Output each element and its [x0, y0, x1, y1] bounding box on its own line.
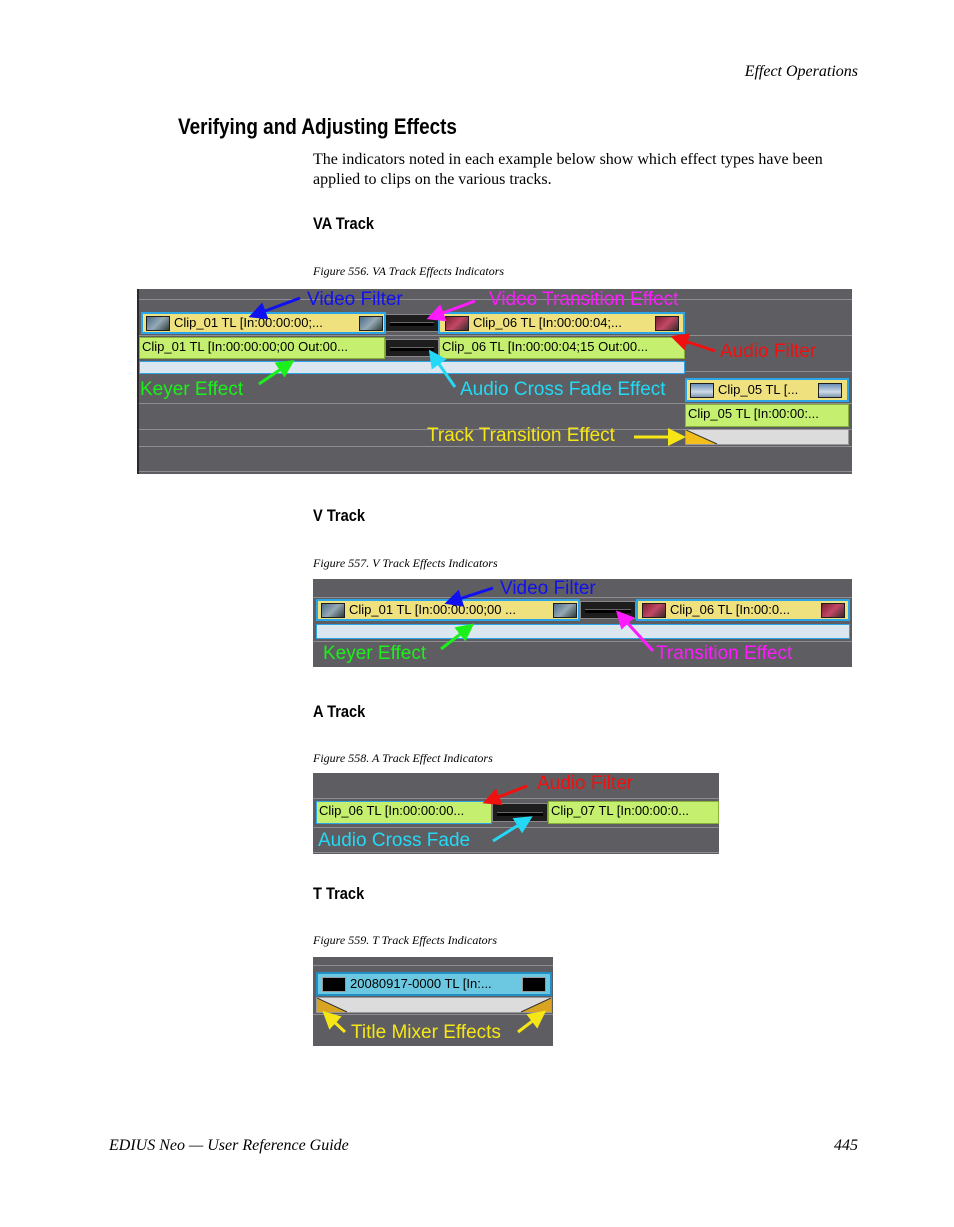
a-clip-2-label: Clip_07 TL [In:00:00:0...: [551, 803, 690, 818]
figure-caption-556: Figure 556. VA Track Effects Indicators: [313, 264, 505, 278]
figure-557-v-track: [313, 579, 852, 667]
running-header: Effect Operations: [744, 63, 858, 80]
va-upper-audio-clip-label: Clip_05 TL [In:00:00:...: [688, 406, 819, 421]
a-clip-1-label: Clip_06 TL [In:00:00:00...: [319, 803, 465, 818]
label-title-mixer-effects: Title Mixer Effects: [351, 1022, 501, 1043]
label-video-transition-effect: Video Transition Effect: [489, 289, 679, 310]
section-heading-t-track: T Track: [313, 884, 365, 903]
v-clip-1-label: Clip_01 TL [In:00:00:00;00 ...: [349, 602, 516, 617]
footer-title: EDIUS Neo — User Reference Guide: [109, 1137, 349, 1154]
va-audio-clip-2-label: Clip_06 TL [In:00:00:04;15 Out:00...: [442, 339, 648, 354]
label-video-filter-v: Video Filter: [500, 579, 596, 599]
page-title: Verifying and Adjusting Effects: [178, 114, 457, 139]
section-heading-a-track: A Track: [313, 702, 366, 721]
figure-556-va-track: [137, 289, 852, 474]
intro-paragraph: The indicators noted in each example below show which effect types have been applied to clips on the various tracks.: [313, 151, 823, 188]
page-number: 445: [834, 1137, 858, 1154]
label-audio-cross-fade-effect: Audio Cross Fade Effect: [460, 379, 666, 400]
v-clip-2-label: Clip_06 TL [In:00:0...: [670, 602, 790, 617]
section-heading-va-track: VA Track: [313, 214, 374, 233]
label-keyer-effect-v: Keyer Effect: [323, 643, 427, 664]
t-clip-label: 20080917-0000 TL [In:...: [350, 976, 492, 991]
figure-558-a-track: [313, 773, 719, 854]
label-audio-filter-a: Audio Filter: [537, 773, 634, 794]
label-audio-cross-fade-a: Audio Cross Fade: [318, 830, 471, 851]
section-heading-v-track: V Track: [313, 506, 366, 525]
va-video-clip-2-label: Clip_06 TL [In:00:00:04;...: [473, 315, 622, 330]
label-transition-effect-v: Transition Effect: [656, 643, 793, 664]
figure-caption-557: Figure 557. V Track Effects Indicators: [313, 556, 498, 570]
label-audio-filter: Audio Filter: [720, 341, 817, 362]
figure-caption-559: Figure 559. T Track Effects Indicators: [313, 933, 497, 947]
figure-caption-558: Figure 558. A Track Effect Indicators: [313, 751, 493, 765]
label-video-filter: Video Filter: [307, 289, 403, 310]
va-audio-clip-1-label: Clip_01 TL [In:00:00:00;00 Out:00...: [142, 339, 348, 354]
label-track-transition-effect: Track Transition Effect: [427, 425, 615, 446]
figure-559-t-track: [313, 957, 553, 1046]
va-video-clip-1-label: Clip_01 TL [In:00:00:00;...: [174, 315, 323, 330]
label-keyer-effect: Keyer Effect: [140, 379, 244, 400]
va-upper-video-clip-label: Clip_05 TL [...: [718, 382, 799, 397]
